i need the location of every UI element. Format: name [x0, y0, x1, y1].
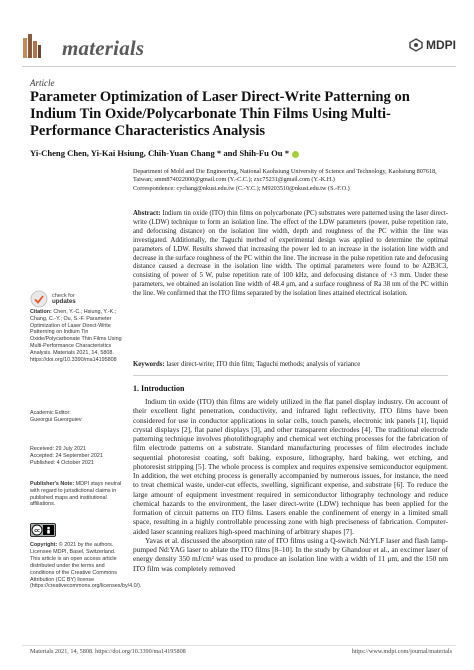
section-heading: 1. Introduction	[133, 384, 185, 393]
publisher-note	[30, 481, 122, 508]
footer-divider	[22, 645, 456, 646]
copyright-notice	[30, 542, 142, 590]
copyright-text: © 2021 by the authors. Licensee MDPI, Basel, Switzerland. This article is an open access article distributed under the terms and conditions of the Creative Commons Attribution (CC BY) license (https://creativecommons.org/licenses/by/4.0/).	[30, 542, 142, 590]
paper-title: Parameter Optimization of Laser Direct-Write Patterning on Indium Tin Oxide/Polycarbonate Thin Films Using Multi-Performance Characteristics Analysis	[30, 89, 410, 139]
check-line-2: updates	[52, 298, 76, 305]
published-date: Published: 4 October 2021	[30, 459, 94, 466]
academic-editor	[30, 410, 122, 424]
abstract	[133, 210, 448, 299]
check-line-1: check for	[52, 292, 75, 299]
keywords-label: Keywords:	[133, 361, 165, 368]
citation-label: Citation:	[30, 309, 52, 315]
journal-logo-icon	[22, 32, 42, 60]
keywords	[133, 361, 448, 370]
page-footer	[30, 648, 452, 655]
article-type: Article	[30, 78, 55, 88]
section-divider	[133, 375, 448, 376]
affiliations	[133, 168, 448, 193]
citation-block	[30, 309, 122, 363]
pubnote-text: MDPI stays neutral with regard to jurisdictional claims in published maps and institutional affiliations.	[30, 481, 122, 508]
footer-citation[interactable]: Materials 2021, 14, 5808. https://doi.org/10.3390/ma14195808	[30, 648, 186, 655]
intro-paragraph-1: Indium tin oxide (ITO) thin films are widely utilized in the flat panel display industry. On account of their excellent light penetration, conductivity, and infrared light reflectivity, ITO films have been considered for use in conductor applications in solar cells, touch panels, electronic ink panels [1], liquid crystal displays [2], flat panel displays [3], and other transparent electrodes [4]. The traditional electrode patterning technique involves photolithography and chemical wet etching processes for the fabrication of film electrode patterns on a substrate. Standard manufacturing processes of film electrodes include sequential photoresist coating, soft baking, exposure, lithography, hard baking, wet etching, and photoresist stripping [5]. The whole process is complex and requires expensive semiconductor equipment. In addition, the wet etching process is generally accompanied by numerous issues, for instance, the need to treat chemical waste, under-cut effects, swelling, significant expense, and substrate [6]. To reduce the large amount of equipment investment required in semiconductor lithography technology and reduce chemical hazards to the environment, the laser direct-write (LDW) technique has been applied for the formation of circuit patterns on ITO films. Lasers enable the confinement of energy in a limited small space, resulting in a highly controllable processing zone with high preciseness of fabrication. Computer-aided laser scanning realizes high-speed machining of arbitrary shapes [7].	[133, 397, 448, 536]
editor-label: Academic Editor:	[30, 410, 71, 416]
abstract-label: Abstract:	[133, 210, 161, 217]
editor-name: Gueorgui Gueorguiev	[30, 416, 82, 423]
correspondence-label: Correspondence:	[133, 184, 175, 192]
keywords-text: laser direct-write; ITO thin film; Taguchi methods; analysis of variance	[166, 361, 361, 368]
author-list	[30, 148, 450, 158]
svg-text:cc: cc	[34, 528, 40, 534]
received-date: Received: 29 July 2021	[30, 446, 87, 452]
header-divider	[22, 66, 456, 67]
cc-by-license-icon[interactable]	[30, 523, 56, 537]
journal-name[interactable]: materials	[62, 36, 145, 60]
mdpi-logo[interactable]	[409, 38, 456, 52]
abstract-text: Indium tin oxide (ITO) thin films on polycarbonate (PC) substrates were patterned using the laser direct-write (LDW) technique to form an isolation line. The effect of the LDW parameters (power, pulse repetition rate, and defocusing distance) on the isolation line width, depth and roughness of the PC within the line was investigated. Additionally, the Taguchi method of experimental design was applied to determine the optimal parameters of LDW. Results showed that increasing the power led to an increase in the isolation line width and decrease in the surface roughness of the PC within the line. The increase in the pulse repetition rate and defocusing distance caused a decrease in the isolation line width. The optimal parameters were found to be A2B3C3, consisting of power of 5 W, pulse repetition rate of 100 kHz, and defocusing distance of +3 mm. Under these parameters, we obtained an isolation line width of 48.4 μm, and a surface roughness of Ra 38 nm of the PC within the line. We confirmed that the ITO films separated by the isolation lines attained electrical isolation.	[133, 210, 448, 298]
publisher-name: MDPI	[426, 38, 456, 52]
copyright-label: Copyright:	[30, 542, 58, 548]
introduction-body	[133, 397, 448, 573]
pubnote-label: Publisher's Note:	[30, 481, 75, 487]
footer-journal-url[interactable]: https://www.mdpi.com/journal/materials	[351, 648, 452, 655]
citation-text[interactable]: Chen, Y.-C.; Hsiung, Y.-K.; Chang, C.-Y.; Ou, S.-F. Parameter Optimization of Laser Direct-Write Patterning on Indium Tin Oxide/Polycarbonate Thin Films Using Multi-Performance Characteristics Analysis. Materials 2021, 14, 5808. https://doi.org/10.3390/ma14195808	[30, 309, 122, 363]
correspondence-emails[interactable]: cychang@nkust.edu.tw (C.-Y.C.); M9203510@nkust.edu.tw (S.-F.O.)	[176, 184, 350, 192]
check-updates-icon	[30, 290, 48, 308]
correspondence-line	[133, 185, 448, 193]
publication-dates	[30, 446, 122, 466]
mdpi-mark-icon	[409, 38, 423, 52]
check-updates-text	[52, 293, 76, 306]
authors-text[interactable]: Yi-Cheng Chen, Yi-Kai Hsiung, Chih-Yuan Chang * and Shih-Fu Ou *	[30, 148, 290, 158]
accepted-date: Accepted: 24 September 2021	[30, 452, 103, 459]
orcid-icon[interactable]	[292, 151, 299, 158]
department-affiliation: Department of Mold and Die Engineering, National Kaohsiung University of Science and Technology, Kaohsiung 807618, Taiwan; smm874022000@gmail.com (Y.-C.C.); zxc75231@gmail.com (Y.-K.H.)	[133, 168, 437, 184]
check-for-updates-button[interactable]	[30, 290, 122, 308]
intro-paragraph-2: Yavas et al. discussed the absorption rate of ITO films using a Q-switch Nd:YLF laser and flash lamp-pumped Nd:YAG laser to ablate the ITO films [8–10]. In the study by Ghandour et al., an excimer laser of energy density 350 mJ/cm² was used to produce an isolation line with a width of 11 μm, and the 150 nm ITO film was completely removed	[133, 535, 448, 573]
